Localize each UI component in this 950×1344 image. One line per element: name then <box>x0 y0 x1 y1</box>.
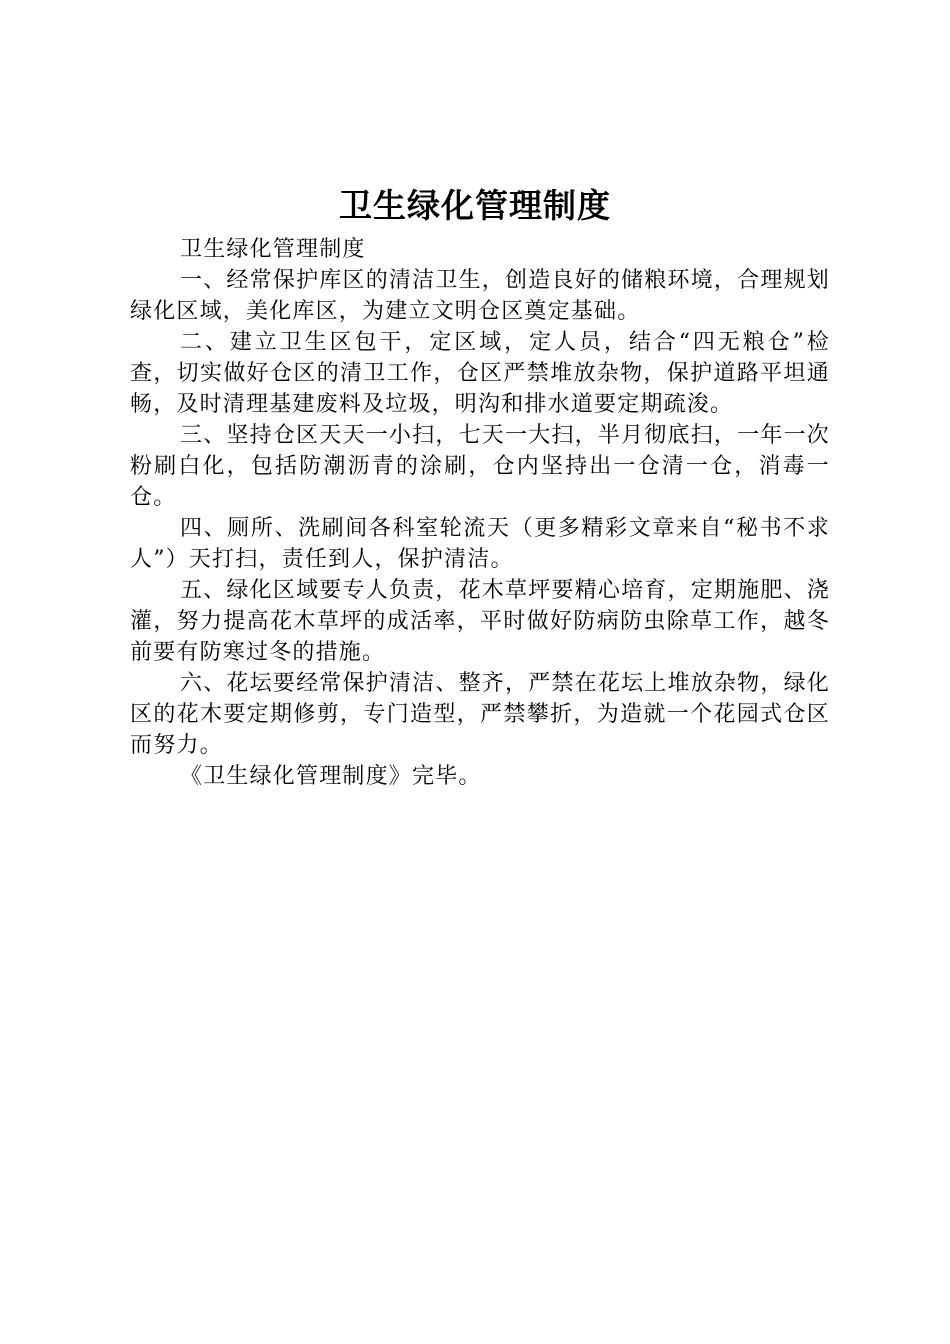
closing-line: 《卫生绿化管理制度》完毕。 <box>180 764 482 789</box>
paragraph-5: 五、绿化区域要专人负责，花木草坪要精心培育，定期施肥、浇灌，努力提高花木草坪的成活率，平时做好防病防虫除草工作，越冬前要有防寒过冬的措施。 <box>130 578 830 665</box>
document-body <box>130 234 830 792</box>
document-subtitle: 卫生绿化管理制度 <box>180 237 366 262</box>
document-title: 卫生绿化管理制度 <box>339 186 611 225</box>
paragraph-6: 六、花坛要经常保护清洁、整齐，严禁在花坛上堆放杂物，绿化区的花木要定期修剪，专门造型，严禁攀折，为造就一个花园式仓区而努力。 <box>130 671 830 758</box>
paragraph-3: 三、坚持仓区天天一小扫，七天一大扫，半月彻底扫，一年一次粉刷白化，包括防潮沥青的涂刷，仓内坚持出一仓清一仓，消毒一仓。 <box>130 423 830 510</box>
paragraph-2: 二、建立卫生区包干，定区域，定人员，结合“四无粮仓”检查，切实做好仓区的清卫工作，仓区严禁堆放杂物，保护道路平坦通畅，及时清理基建废料及垃圾，明沟和排水道要定期疏浚。 <box>130 330 830 417</box>
paragraph-4: 四、厕所、洗刷间各科室轮流天（更多精彩文章来自“秘书不求人”）天打扫，责任到人，保护清洁。 <box>130 516 830 572</box>
paragraph-1: 一、经常保护库区的清洁卫生，创造良好的储粮环境，合理规划绿化区域，美化库区，为建立文明仓区奠定基础。 <box>130 268 830 324</box>
